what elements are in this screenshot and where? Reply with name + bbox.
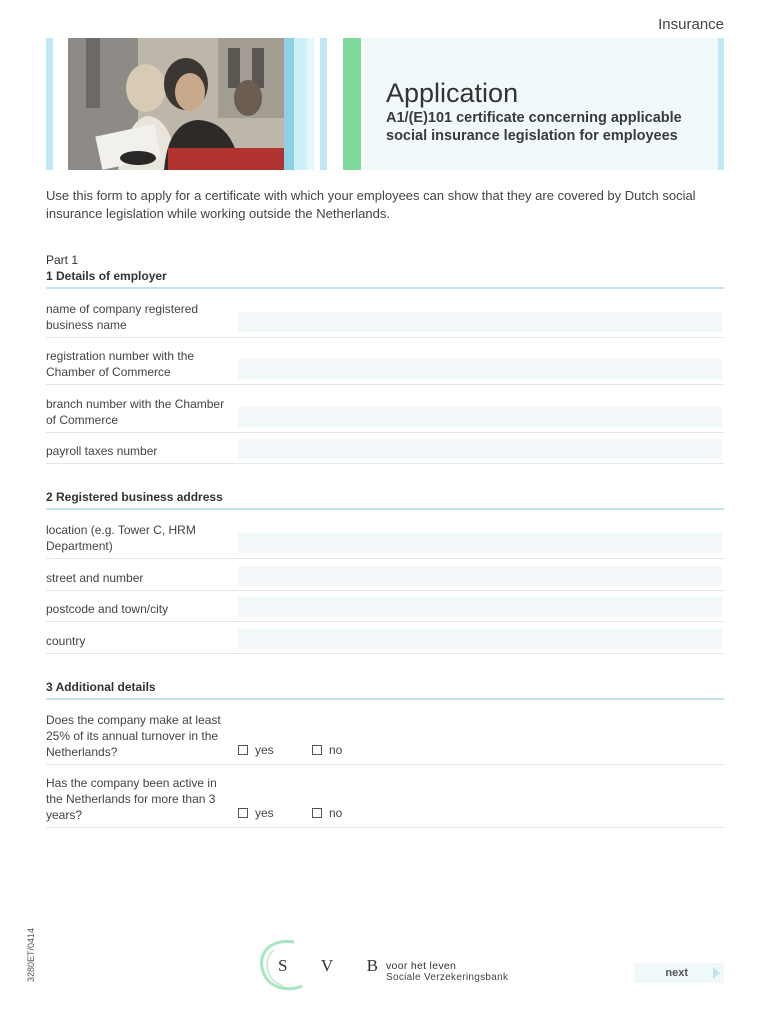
checkbox-box[interactable]	[312, 808, 322, 818]
section-divider	[46, 287, 724, 289]
next-button[interactable]	[634, 963, 724, 983]
question-label: Does the company make at least 25% of its annual turnover in the Netherlands?	[46, 713, 221, 759]
people-photo-image	[68, 38, 284, 170]
checkbox-label: yes	[255, 806, 274, 820]
row-divider	[46, 463, 724, 464]
logo-letter: V	[320, 956, 334, 975]
turnover-no-checkbox[interactable]	[312, 743, 342, 757]
category-label: Insurance	[658, 16, 724, 33]
decor-strip	[284, 38, 294, 170]
decor-strip	[320, 38, 327, 170]
field-label: street and number	[46, 571, 144, 585]
field-label: registration number with the Chamber of Commerce	[46, 349, 195, 379]
checkbox-label: yes	[255, 743, 274, 757]
decor-strip	[294, 38, 308, 170]
section-divider	[46, 508, 724, 510]
active-yes-checkbox[interactable]	[238, 806, 274, 820]
decor-strip	[343, 38, 361, 170]
checkbox-box[interactable]	[238, 808, 248, 818]
decor-strip	[46, 38, 53, 170]
row-divider	[46, 590, 724, 591]
registration-number-input[interactable]	[238, 359, 722, 379]
row-divider	[46, 558, 724, 559]
country-input[interactable]	[238, 629, 722, 649]
checkbox-label: no	[329, 806, 343, 820]
row-divider	[46, 764, 724, 765]
logo-letter: S	[278, 956, 288, 975]
next-label: next	[665, 967, 688, 979]
field-label: postcode and town/city	[46, 602, 169, 616]
location-input[interactable]	[238, 533, 722, 553]
row-divider	[46, 621, 724, 622]
company-name-input[interactable]	[238, 312, 722, 332]
street-input[interactable]	[238, 566, 722, 586]
logo-letters	[278, 956, 378, 976]
decor-strip	[718, 38, 724, 170]
decor-strip	[307, 38, 314, 170]
checkbox-box[interactable]	[238, 745, 248, 755]
row-divider	[46, 827, 724, 828]
row-divider	[46, 432, 724, 433]
row-divider	[46, 384, 724, 385]
header-photo	[68, 38, 284, 170]
field-label: country	[46, 634, 86, 648]
postcode-town-input[interactable]	[238, 597, 722, 617]
field-label: payroll taxes number	[46, 444, 158, 458]
payroll-taxes-input[interactable]	[238, 439, 722, 459]
svb-logo	[254, 936, 378, 996]
intro-text: Use this form to apply for a certificate with which your employees can show that they are covered by Dutch social insurance legislation while working outside the Netherlands.	[46, 188, 696, 221]
logo-letter: B	[366, 956, 378, 975]
section-heading-additional: 3 Additional details	[46, 680, 156, 694]
section-heading-address: 2 Registered business address	[46, 490, 223, 504]
branch-number-input[interactable]	[238, 407, 722, 427]
section-heading-employer: 1 Details of employer	[46, 269, 167, 283]
header-banner	[46, 38, 724, 170]
page-subtitle: A1/(E)101 certificate concerning applicable social insurance legislation for employees	[386, 110, 682, 144]
question-label: Has the company been active in the Netherlands for more than 3 years?	[46, 776, 217, 822]
part-label: Part 1	[46, 253, 79, 267]
page-title: Application	[386, 78, 519, 108]
arrow-right-icon	[713, 967, 720, 979]
form-code: 3280ET/0414	[26, 927, 36, 982]
title-box	[363, 38, 720, 170]
field-label: name of company registered business name	[46, 302, 199, 332]
row-divider	[46, 337, 724, 338]
tagline: voor het leven	[386, 960, 457, 972]
checkbox-label: no	[329, 743, 343, 757]
checkbox-box[interactable]	[312, 745, 322, 755]
organisation-name: Sociale Verzekeringsbank	[386, 972, 509, 983]
field-label: location (e.g. Tower C, HRM Department)	[46, 523, 196, 553]
turnover-yes-checkbox[interactable]	[238, 743, 274, 757]
active-no-checkbox[interactable]	[312, 806, 342, 820]
section-divider	[46, 698, 724, 700]
row-divider	[46, 653, 724, 654]
field-label: branch number with the Chamber of Commerce	[46, 397, 225, 427]
